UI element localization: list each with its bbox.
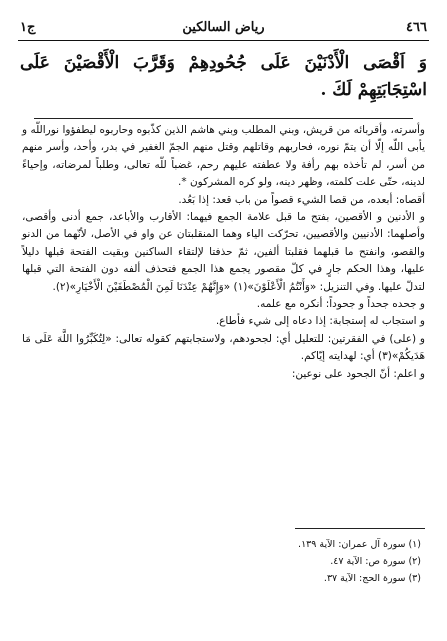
commentary-body [22,122,425,383]
footnotes [22,536,421,587]
book-title: رياض السالكين [182,20,265,35]
commentary-paragraph: و الأدنين و الأقصين، بفتح ما قبل علامة الجمع فيهما: الأقارب والأباعد، جمع أدنى وأقصى، وأصلهما: الأدنيين والأقصيين، تحرّكت الياء وهما المنقلبتان عن واو في الأصل، لأنّهما من الدنو والقصو، وانفتح ما قبلهما فقلبتا ألفين، ثمّ حذفتا لإلتقاء الساكنين وبقيت الفتحة قبلها دليلاً عليها، وهذا الحكم جارٍ في كلّ مقصور يجمع هذا الجمع فتحذف ألفه دون الفتحة التي قبلها لتدلّ عليها. وفي التنزيل: «وَأَنْتُمُ الْأَعْلَوْنَ»(١) «وَإِنَّهُمْ عِنْدَنَا لَمِنَ الْمُصْطَفَيْنَ الْأَخْيَارِ»(٢). [22,211,425,293]
commentary-paragraph: أقصاه: أبعده، من قصا الشيء قصواً من باب قعد: إذا بَعُد. [178,193,425,206]
volume-label: ج١ [20,20,36,35]
commentary-paragraph: و استجاب له إستجابة: إذا دعاه إلى شيء فأطاع. [215,315,425,328]
header-divider [18,40,429,41]
commentary-paragraph: و جحده جحداً و جحوداً: أنكره مع علمه. [256,298,425,311]
commentary-paragraph: و (على) في الفقرتين: للتعليل أي: لجحودهم، ولاستجابتهم كقوله تعالى: «لِتُكَبِّرُوا اللَّهَ عَلَى مَا هَدَيكُمْ»(٣) أي: لهدايته إيّاكم. [22,332,425,363]
verse-divider [34,118,413,119]
page-header [14,18,433,40]
footnote: (٢) سورة ص: الآية ٤٧. [330,556,421,567]
commentary-paragraph: و اعلم: أنّ الجحود على نوعين: [291,367,425,380]
footnote: (١) سورة آل عمران: الآية ١٣٩. [298,539,421,550]
supplication-verse: وَ اَقْصَى الْأَدْنَيْنَ عَلَى جُحُودِهِمْ وَقَرَّبَ الْأَقْصَيْنَ عَلَى اسْتِجَابَتِهِمْ لَكَ . [20,53,427,100]
page-number: ٤٦٦ [406,20,427,35]
commentary-paragraph: وأسرته، وأقربائه من قريش، وبني المطلب وبني هاشم الذين كذّبوه وحاربوه ليطفؤوا نوراللّه و يأبى اللّه إلّا أن يتمّ نوره، فحاربهم وقاتلهم وقتل منهم الجمّ الغفير في بدر، وأحد، وأسر منهم من أسر، لم تأخذه بهم رأفة ولا عطفته عليهم رحم، غضباً للّه تعالى، وطلباً لمرضاته، وإحياءً لدينه، حتّى علت كلمته، وظهر دينه، ولو كره المشركون *. [22,124,425,189]
footnote-divider [295,528,425,529]
footnote: (٣) سورة الحج: الآية ٣٧. [323,573,421,584]
